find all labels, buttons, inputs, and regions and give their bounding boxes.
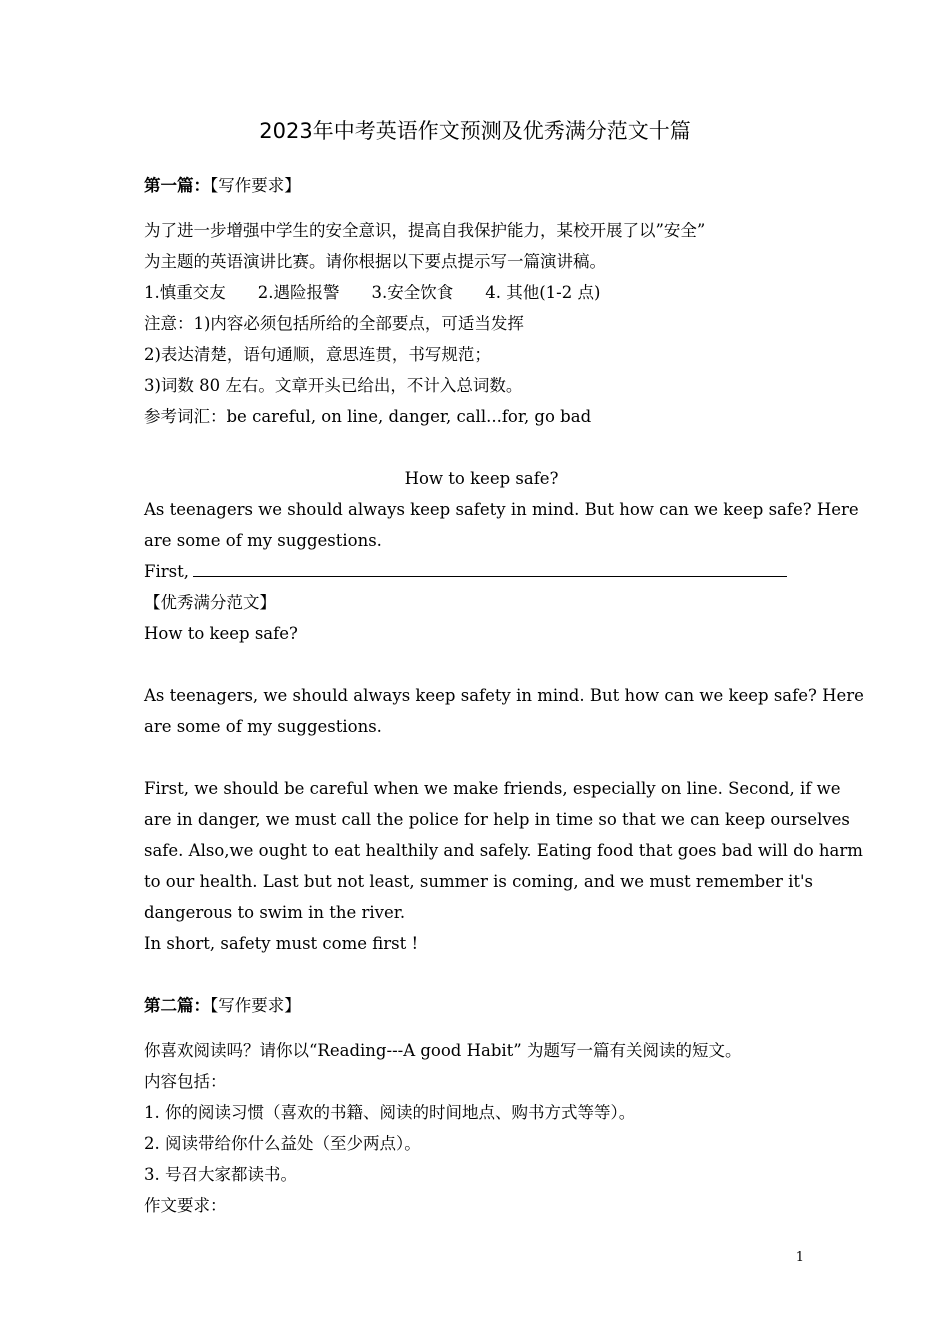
essay1-sample-line: As teenagers, we should always keep safety in mind. But how can we keep safe? Here bbox=[144, 686, 864, 705]
essay1-note: 注意：1)内容必须包括所给的全部要点，可适当发挥 bbox=[144, 314, 524, 333]
essay1-sample-title: How to keep safe? bbox=[144, 624, 298, 643]
essay1-prompt-first bbox=[144, 556, 819, 587]
essay2-item: 2. 阅读带给你什么益处（至少两点）。 bbox=[144, 1134, 421, 1153]
essay1-note: 3)词数 80 左右。文章开头已给出，不计入总词数。 bbox=[144, 376, 523, 395]
essay1-prompt-first-word: First, bbox=[144, 562, 189, 581]
essay1-requirement-label: 【写作要求】 bbox=[210, 176, 301, 195]
essay1-sample-line: are in danger, we must call the police for help in time so that we can keep ourselves bbox=[144, 810, 850, 829]
essay1-sample-line: to our health. Last but not least, summer is coming, and we must remember it's bbox=[144, 872, 814, 891]
page-number: 1 bbox=[795, 1250, 804, 1265]
essay1-point: 1.慎重交友 bbox=[144, 283, 226, 302]
essay1-prompt-line: are some of my suggestions. bbox=[144, 531, 382, 550]
essay2-instruction-line: 作文要求： bbox=[144, 1196, 227, 1215]
essay2-instruction-line: 内容包括： bbox=[144, 1072, 227, 1091]
essay2-heading bbox=[144, 990, 819, 1021]
essay1-point: 2.遇险报警 bbox=[257, 283, 340, 302]
essay1-vocabulary: 参考词汇：be careful, on line, danger, call...for, go bad bbox=[144, 407, 592, 426]
essay1-sample-line: First, we should be careful when we make friends, especially on line. Second, if we bbox=[144, 779, 841, 798]
essay1-point: 4. 其他(1-2 点) bbox=[485, 283, 601, 302]
essay2-instruction-line: 你喜欢阅读吗？请你以“Reading---A good Habit” 为题写一篇有关阅读的短文。 bbox=[144, 1041, 742, 1060]
essay1-heading bbox=[144, 170, 819, 201]
essay1-sample-label: 【优秀满分范文】 bbox=[144, 593, 276, 612]
essay1-sample-line: In short, safety must come first ! bbox=[144, 934, 419, 953]
essay2-item: 3. 号召大家都读书。 bbox=[144, 1165, 297, 1184]
essay1-label: 第一篇： bbox=[144, 176, 210, 195]
essay1-points bbox=[144, 277, 819, 308]
document-title: 2023年中考英语作文预测及优秀满分范文十篇 bbox=[259, 119, 691, 143]
essay1-sample-line: safe. Also,we ought to eat healthily and safely. Eating food that goes bad will do harm bbox=[144, 841, 863, 860]
essay1-note: 2)表达清楚，语句通顺，意思连贯，书写规范； bbox=[144, 345, 491, 364]
essay1-instruction-line: 为主题的英语演讲比赛。请你根据以下要点提示写一篇演讲稿。 bbox=[144, 252, 606, 271]
essay1-sample-line: are some of my suggestions. bbox=[144, 717, 382, 736]
essay1-prompt-line: As teenagers we should always keep safety in mind. But how can we keep safe? Here bbox=[144, 500, 859, 519]
essay1-sample-line: dangerous to swim in the river. bbox=[144, 903, 406, 922]
essay2-requirement-label: 【写作要求】 bbox=[210, 996, 301, 1015]
answer-blank-line bbox=[193, 559, 787, 577]
essay2-label: 第二篇： bbox=[144, 996, 210, 1015]
essay1-point: 3.安全饮食 bbox=[371, 283, 454, 302]
essay1-instruction-line: 为了进一步增强中学生的安全意识，提高自我保护能力，某校开展了以”安全” bbox=[144, 221, 706, 240]
document-body bbox=[144, 170, 864, 1221]
essay1-prompt-title: How to keep safe? bbox=[404, 469, 559, 488]
essay2-item: 1. 你的阅读习惯（喜欢的书籍、阅读的时间地点、购书方式等等）。 bbox=[144, 1103, 636, 1122]
